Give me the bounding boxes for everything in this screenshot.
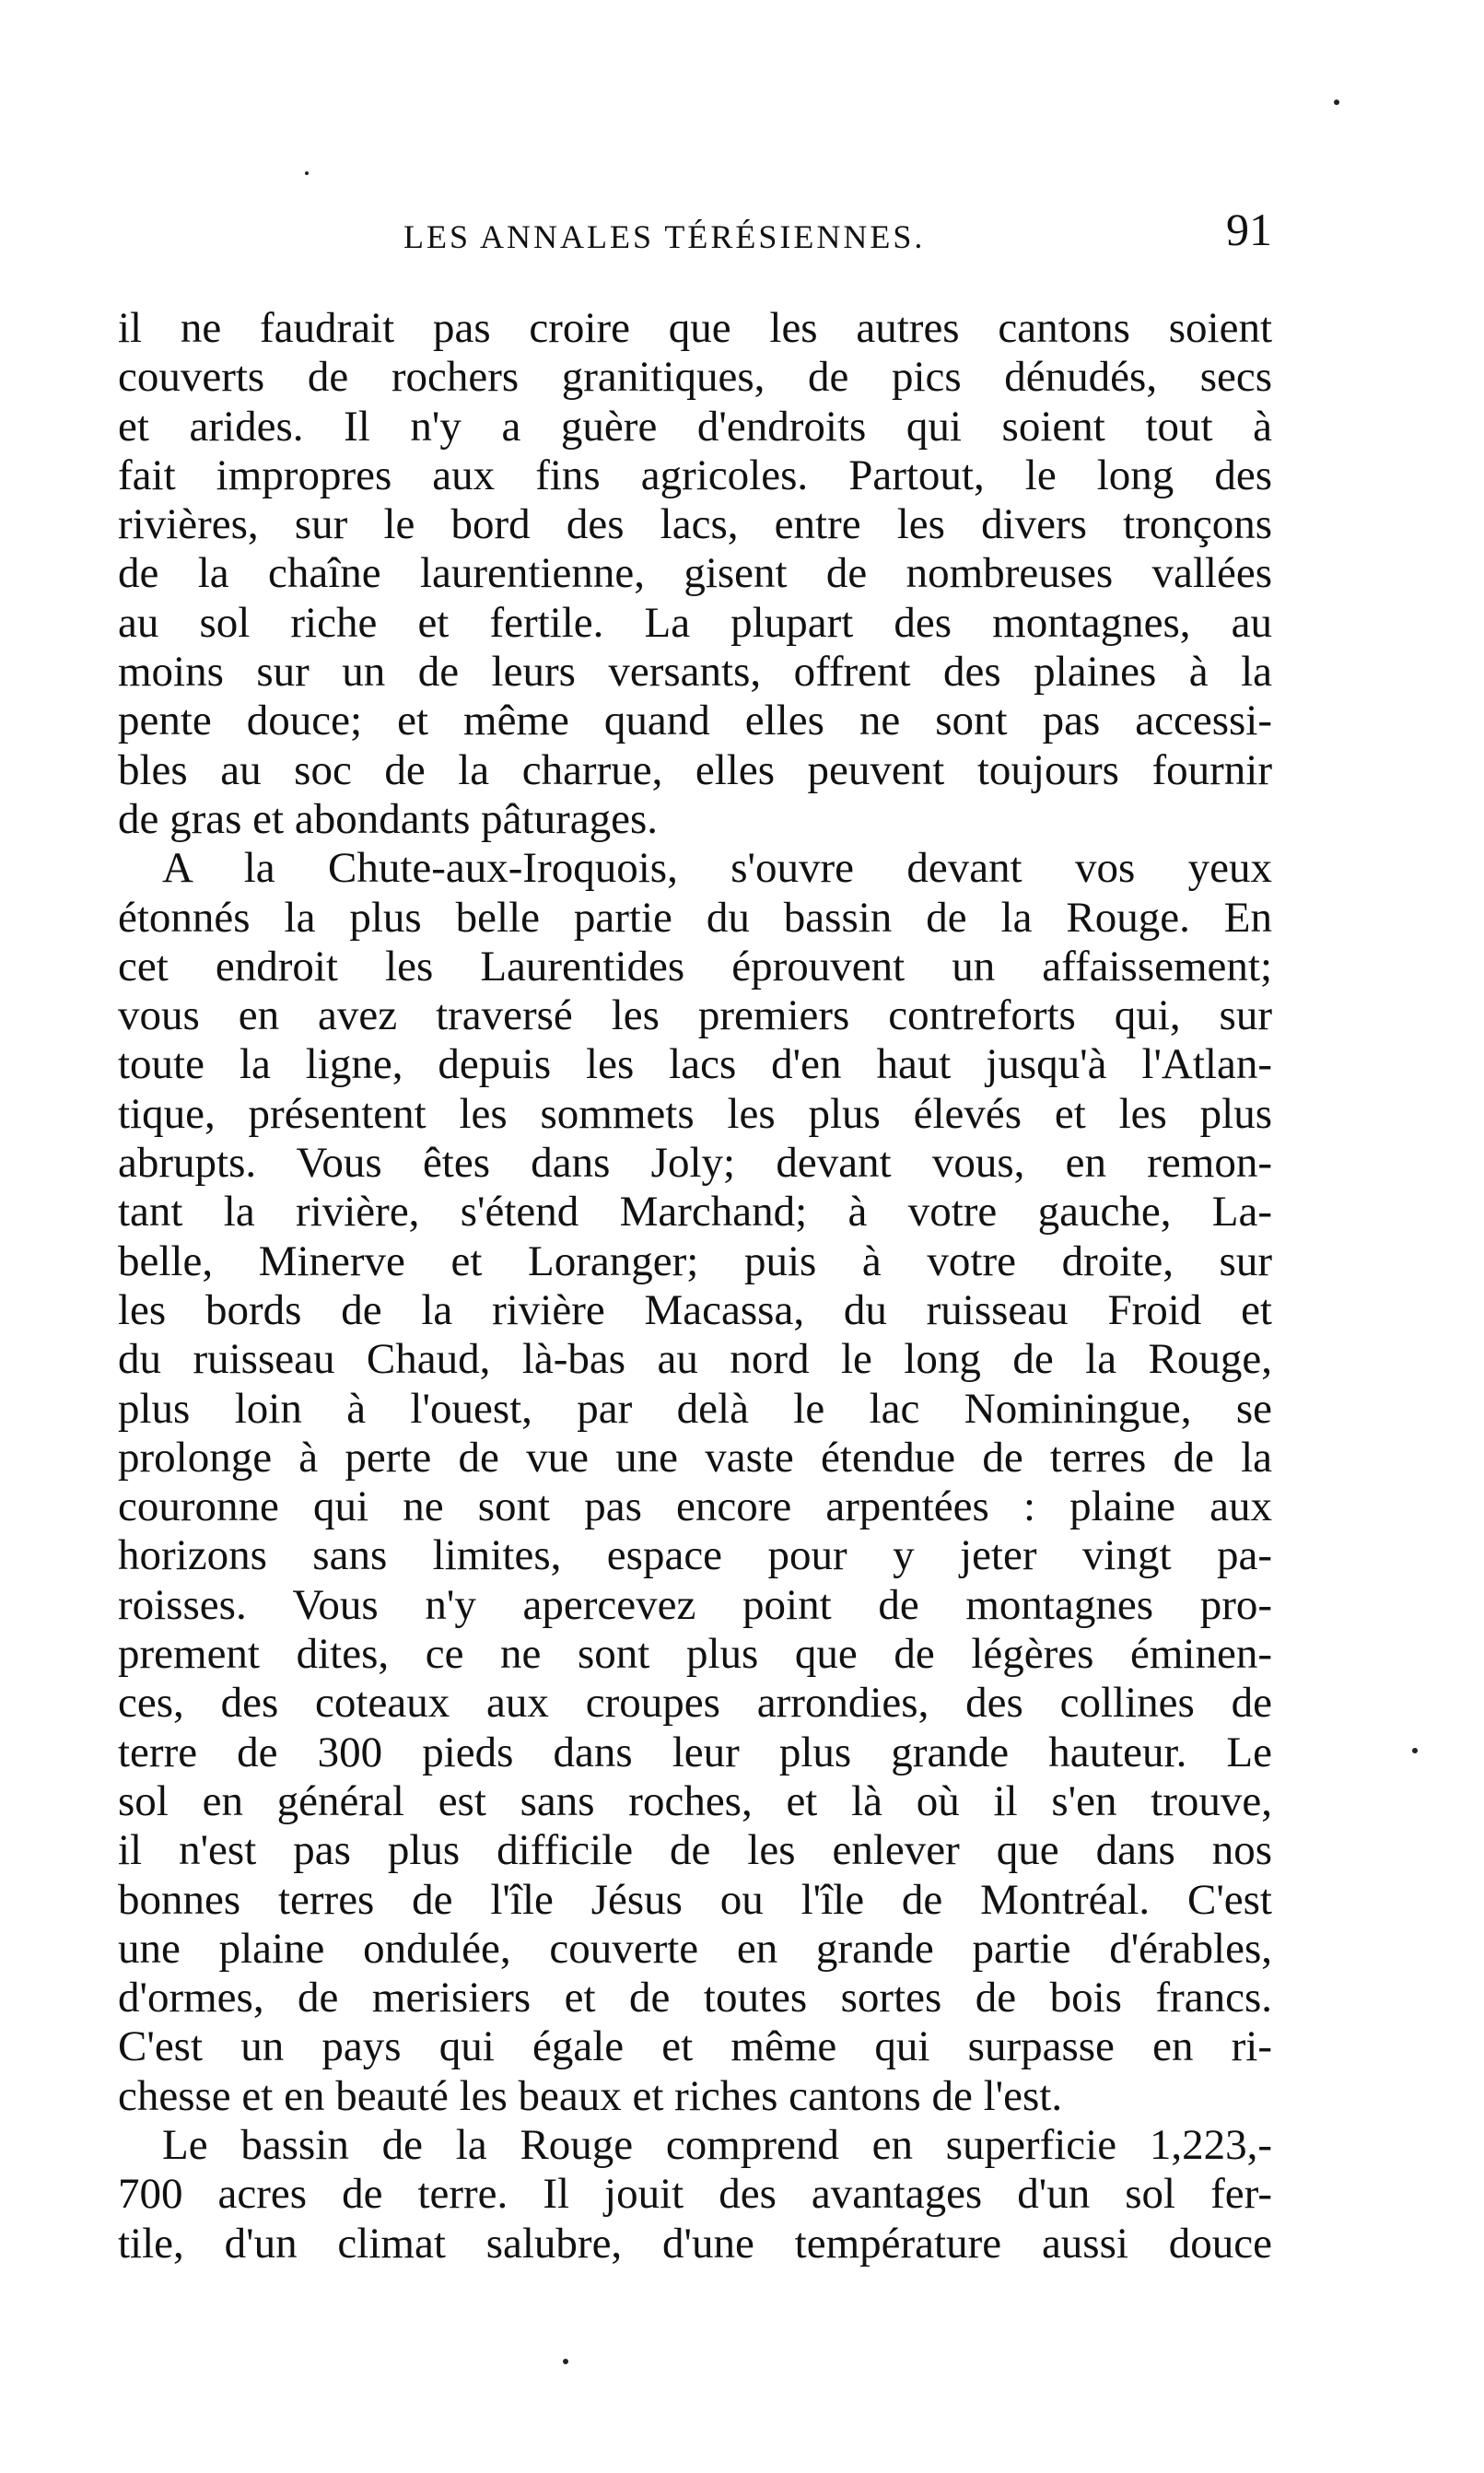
text-line: du ruisseau Chaud, là-bas au nord le long de la Rouge, [118,1335,1272,1384]
text-line: prolonge à perte de vue une vaste étendue de terres de la [118,1433,1272,1482]
text-line: d'ormes, de merisiers et de toutes sortes de bois francs. [118,1974,1272,2022]
text-line: C'est un pays qui égale et même qui surpasse en ri- [118,2022,1272,2071]
ink-speck [305,171,309,175]
text-line: 700 acres de terre. Il jouit des avantages d'un sol fer- [118,2170,1272,2219]
text-line: pente douce; et même quand elles ne sont pas accessi- [118,697,1272,745]
text-line: de gras et abondants pâturages. [118,794,658,843]
text-line: plus loin à l'ouest, par delà le lac Nominingue, se [118,1384,1272,1433]
ink-speck [563,2359,568,2364]
text-line: couverts de rochers granitiques, de pics dénudés, secs [118,353,1272,402]
text-line: A la Chute-aux-Iroquois, s'ouvre devant vos yeux [162,844,1272,893]
body-text [118,304,1272,2268]
text-line: prement dites, ce ne sont plus que de légères éminen- [118,1630,1272,1679]
text-line: bles au soc de la charrue, elles peuvent toujours fournir [118,745,1272,794]
text-line: une plaine ondulée, couverte en grande partie d'érables, [118,1924,1272,1973]
text-line: toute la ligne, depuis les lacs d'en haut jusqu'à l'Atlan- [118,1040,1272,1089]
text-line: étonnés la plus belle partie du bassin de la Rouge. En [118,893,1272,942]
text-line: ces, des coteaux aux croupes arrondies, des collines de [118,1679,1272,1728]
text-line: abrupts. Vous êtes dans Joly; devant vous, en remon- [118,1139,1272,1188]
text-line: sol en général est sans roches, et là où il s'en trouve, [118,1776,1272,1825]
text-line: rivières, sur le bord des lacs, entre les divers tronçons [118,500,1272,549]
text-line: tile, d'un climat salubre, d'une température aussi douce [118,2219,1272,2268]
text-line: horizons sans limites, espace pour y jeter vingt pa- [118,1531,1272,1580]
text-line: il n'est pas plus difficile de les enlever que dans nos [118,1826,1272,1875]
text-line: Le bassin de la Rouge comprend en superficie 1,223,- [162,2120,1272,2169]
text-line: cet endroit les Laurentides éprouvent un affaissement; [118,942,1272,990]
running-title: LES ANNALES TÉRÉSIENNES. [403,218,926,255]
text-line: de la chaîne laurentienne, gisent de nombreuses vallées [118,549,1272,598]
text-line: tant la rivière, s'étend Marchand; à votre gauche, La- [118,1188,1272,1236]
text-line: moins sur un de leurs versants, offrent des plaines à la [118,648,1272,697]
text-line: vous en avez traversé les premiers contreforts qui, sur [118,991,1272,1040]
text-line: couronne qui ne sont pas encore arpentées : plaine aux [118,1483,1272,1531]
ink-speck [1334,100,1339,105]
text-line: les bords de la rivière Macassa, du ruisseau Froid et [118,1285,1272,1334]
page-header [118,201,1272,256]
text-line: il ne faudrait pas croire que les autres cantons soient [118,304,1272,352]
text-line: et arides. Il n'y a guère d'endroits qui soient tout à [118,402,1272,451]
text-line: belle, Minerve et Loranger; puis à votre droite, sur [118,1236,1272,1285]
text-line: au sol riche et fertile. La plupart des montagnes, au [118,598,1272,647]
text-line: roisses. Vous n'y apercevez point de montagnes pro- [118,1580,1272,1629]
text-line: fait impropres aux fins agricoles. Partout, le long des [118,451,1272,499]
text-line: chesse et en beauté les beaux et riches cantons de l'est. [118,2071,1063,2120]
text-line: bonnes terres de l'île Jésus ou l'île de Montréal. C'est [118,1875,1272,1924]
text-line: terre de 300 pieds dans leur plus grande hauteur. Le [118,1728,1272,1776]
ink-speck [1412,1748,1418,1753]
page-number: 91 [1226,204,1272,255]
text-line: tique, présentent les sommets les plus élevés et les plus [118,1089,1272,1138]
